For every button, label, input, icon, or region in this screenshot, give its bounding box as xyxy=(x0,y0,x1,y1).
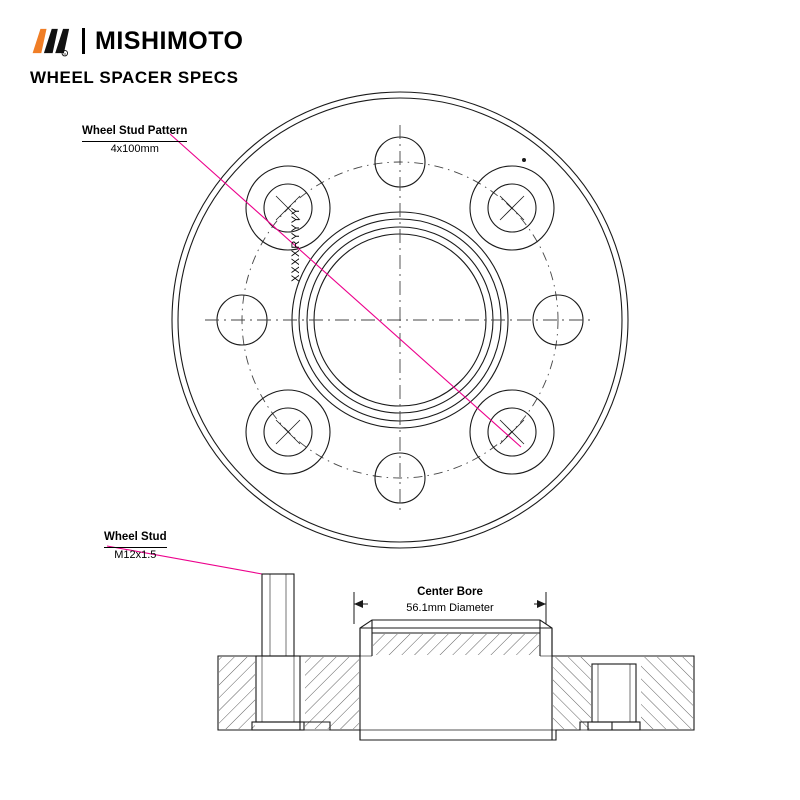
callout-center-bore xyxy=(353,585,547,615)
page-title: WHEEL SPACER SPECS xyxy=(30,68,239,87)
callout-title: Wheel Stud xyxy=(104,531,167,543)
centerlines xyxy=(205,125,595,515)
svg-text:R: R xyxy=(63,52,67,57)
stud-boss-upper-left xyxy=(246,166,330,250)
stud-pattern-leader-line xyxy=(170,134,521,447)
section-stud-right xyxy=(588,664,640,730)
callout-title: Wheel Stud Pattern xyxy=(82,125,188,137)
section-hatching xyxy=(219,634,693,729)
part-marking-text: XXXXRYYYY xyxy=(290,206,302,282)
callout-value: 4x100mm xyxy=(110,142,159,155)
brand-name: MISHIMOTO xyxy=(95,26,244,55)
callout-value: M12x1.5 xyxy=(114,548,157,561)
stud-boss-lower-left xyxy=(246,390,330,474)
callout-wheel-stud xyxy=(104,530,167,562)
stud-boss-lower-right xyxy=(470,390,554,474)
callout-value: 56.1mm Diameter xyxy=(406,601,494,614)
section-stud-left xyxy=(252,656,304,730)
detail-dot xyxy=(522,158,526,162)
callout-title: Center Bore xyxy=(417,586,483,598)
wheel-stud-shape xyxy=(262,574,294,656)
callout-wheel-stud-pattern xyxy=(82,124,187,156)
stud-boss-upper-right xyxy=(470,166,554,250)
